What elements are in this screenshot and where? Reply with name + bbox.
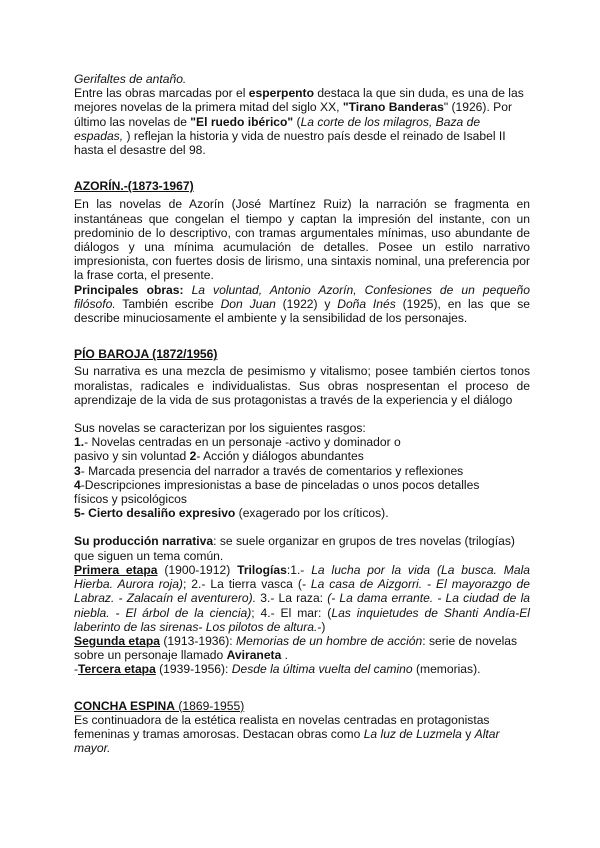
rasgo-3 xyxy=(74,464,530,478)
azorin-heading: AZORÍN.-(1873-1967) xyxy=(74,179,194,194)
bold-label: Trilogías xyxy=(237,562,287,577)
text-run: " (1926). Por último las novelas de xyxy=(74,100,512,129)
italic-title: Altar mayor. xyxy=(74,726,500,756)
text-run: y xyxy=(461,726,475,741)
rasgo-1-2 xyxy=(74,449,530,463)
text-run: - xyxy=(74,662,79,677)
azorin-section xyxy=(74,179,530,325)
list-number: 4 xyxy=(74,477,81,492)
italic-works: (- La dama errante. - La ciudad de la niebla. - El árbol de la ciencia) xyxy=(74,591,530,620)
bold-term: esperpento xyxy=(248,86,314,101)
text-run: (1939-1956): xyxy=(155,662,232,677)
text-run: pasivo y sin voluntad xyxy=(74,449,190,464)
rasgo-5 xyxy=(74,506,530,520)
italic-works: La voluntad, Antonio Azorín, Confesiones de un pequeño filósofo. xyxy=(74,282,530,311)
list-number: 5- Cierto desaliño expresivo xyxy=(74,506,236,521)
text-run: ; 2.- La tierra vasca ( xyxy=(182,577,302,592)
azorin-works-paragraph xyxy=(74,283,530,326)
text-run: : serie de novelas sobre un personaje llamado xyxy=(74,633,518,663)
italic-title: Doña Inés xyxy=(337,296,396,311)
text-run: : se suele organizar en grupos de tres novelas (trilogías) que siguen un tema común. xyxy=(74,534,515,563)
text-run: ) reflejan la historia y vida de nuestro país desde el reinado de Isabel II hasta el desastre del 98. xyxy=(74,128,506,158)
document-page xyxy=(74,72,530,755)
segunda-etapa xyxy=(74,634,530,662)
bold-name: Aviraneta xyxy=(226,648,282,663)
espina-section xyxy=(74,699,530,756)
text-run: 3.- La raza: xyxy=(256,591,328,606)
text-run: - Novelas centradas en un personaje -activo y dominador o xyxy=(84,435,401,450)
espina-heading xyxy=(74,699,530,713)
italic-works: - La casa de Aizgorri. - El mayorazgo de Labraz. - Zalacaín el aventurero). xyxy=(74,577,530,606)
text-run: :1.- xyxy=(286,562,312,577)
text-run: (exagerado por los críticos). xyxy=(235,506,389,521)
list-number: 3 xyxy=(74,463,81,478)
baroja-heading: PÍO BAROJA (1872/1956) xyxy=(74,347,218,362)
italic-title: La corte de los milagros, Baza de espadas, xyxy=(74,114,481,143)
list-number: 1. xyxy=(74,435,85,450)
italic-title: La luz de Luzmela xyxy=(363,726,462,741)
text-run: ; 4.- El mar: ( xyxy=(251,605,332,620)
stage-label: Primera etapa xyxy=(74,562,158,577)
italic-works: Las inquietudes de Shanti Andía-El laberinto de las sirenas- Los pilotos de altura. xyxy=(74,605,530,634)
text-run: destaca la que sin duda, es una de las mejores novelas de la primera mitad del siglo XX, xyxy=(74,86,524,115)
text-run: (1913-1936): xyxy=(160,633,237,648)
intro-fragment xyxy=(74,72,530,86)
stage-label: Segunda etapa xyxy=(74,633,161,648)
text-run: Entre las obras marcadas por el xyxy=(74,86,249,101)
intro-section xyxy=(74,72,530,157)
text-run: También escribe xyxy=(115,296,221,311)
text-run: -) xyxy=(317,619,326,634)
espina-paragraph xyxy=(74,713,530,756)
italic-works: La lucha por la vida (La busca. Mala Hierba. Aurora roja) xyxy=(74,562,530,592)
baroja-paragraph: Su narrativa es una mezcla de pesimismo y vitalismo; posee también ciertos tonos moralistas, radicales e individualistas. Sus obras nospresentan el proceso de aprendizaje de la vida de sus protagonistas a través de la experiencia y el diálogo xyxy=(74,364,530,407)
stage-label: Tercera etapa xyxy=(78,662,156,677)
text-run: (memorias). xyxy=(412,662,481,677)
rasgo-1 xyxy=(74,435,530,449)
bold-title: "Tirano Banderas xyxy=(342,100,444,115)
tercera-etapa xyxy=(74,662,530,676)
bold-label: Su producción narrativa xyxy=(74,534,214,549)
text-run: -Descripciones impresionistas a base de pinceladas o unos pocos detalles xyxy=(80,477,480,492)
primera-etapa xyxy=(74,563,530,634)
text-run: ( xyxy=(293,114,301,129)
text-run: - Acción y diálogos abundantes xyxy=(196,449,364,464)
text-run: Es continuadora de la estética realista en novelas centradas en protagonistas femeninas y tramas amorosas. Destacan obras como xyxy=(74,712,490,741)
intro-paragraph xyxy=(74,86,530,157)
rasgo-4 xyxy=(74,478,530,492)
text-run: (1925), en las que se describe minuciosamente el ambiente y la sensibilidad de los personajes. xyxy=(74,296,530,326)
text-run: (1900-1912) xyxy=(157,562,238,577)
heading-name: CONCHA ESPINA xyxy=(74,698,176,713)
rasgos-intro: Sus novelas se caracterizan por los siguientes rasgos: xyxy=(74,421,366,436)
works-label: Principales obras: xyxy=(74,282,184,297)
azorin-paragraph: En las novelas de Azorín (José Martínez Ruiz) la narración se fragmenta en instantáneas que congelan el tiempo y captan la impresión del instante, con un predominio de lo descriptivo, con tramas argumentales mínimas, uso abundante de diálogos y una mínima acumulación de detalles. Posee un estilo narrativo impresionista, con fuertes dosis de lirismo, una sintaxis nominal, una preferencia por la frase corta, el presente. xyxy=(74,197,530,283)
italic-title: Desde la última vuelta del camino xyxy=(231,662,413,677)
heading-years: (1869-1955) xyxy=(175,698,245,713)
bold-title: "El ruedo ibérico" xyxy=(190,114,294,129)
text-run: . xyxy=(281,648,289,663)
rasgo-4-cont: físicos y psicológicos xyxy=(74,492,187,507)
produccion-paragraph xyxy=(74,534,530,562)
italic-title: Don Juan xyxy=(220,296,276,311)
intro-italic-title: Gerifaltes de antaño. xyxy=(74,72,187,86)
text-run: (1922) y xyxy=(275,296,338,311)
italic-title: Memorias de un hombre de acción xyxy=(236,633,423,648)
list-number: 2 xyxy=(189,449,197,464)
baroja-section xyxy=(74,347,530,676)
text-run: - Marcada presencia del narrador a través de comentarios y reflexiones xyxy=(80,463,464,478)
